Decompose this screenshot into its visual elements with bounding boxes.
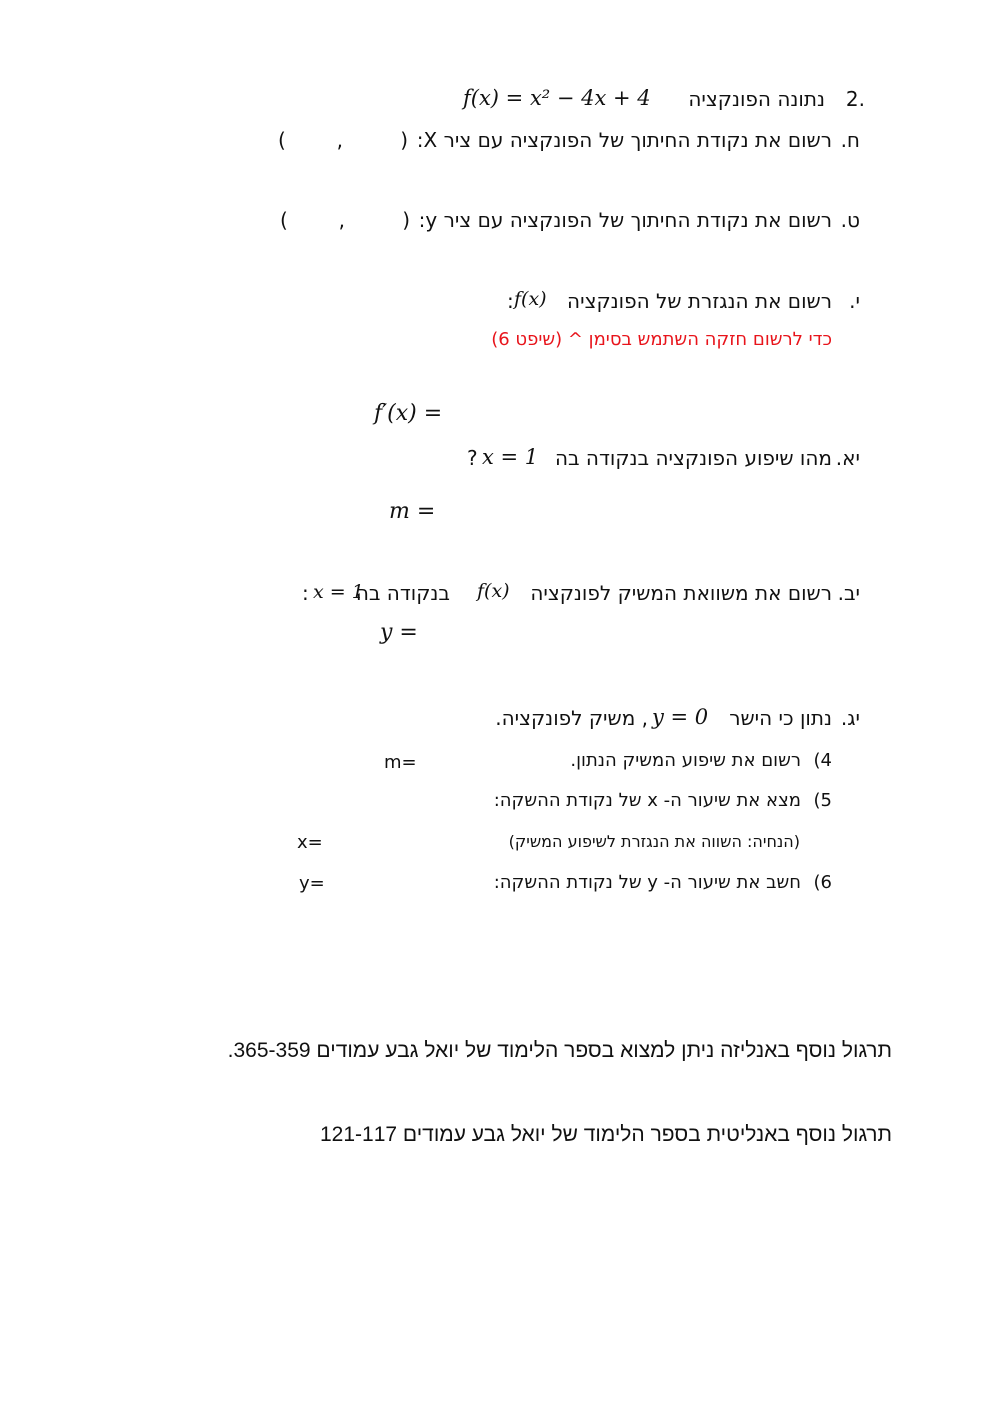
sub-5-answer[interactable]: x=: [297, 832, 323, 853]
part-yb-letter: יב.: [837, 581, 860, 605]
part-y-letter: י.: [849, 289, 860, 313]
derivative-answer-label[interactable]: f′(x) =: [374, 401, 443, 426]
part-h-answer-blank[interactable]: ( , ): [278, 128, 409, 152]
part-t-text: רשום את נקודת החיתוך של הפונקציה עם ציר y:: [418, 208, 832, 232]
part-ya-letter: יא.: [835, 446, 860, 470]
question-intro: נתונה הפונקציה: [688, 87, 825, 111]
part-yg-text-before: נתון כי הישר: [729, 706, 832, 730]
part-y-text: רשום את הנגזרת של הפונקציה: [567, 289, 832, 313]
power-symbol-note: כדי לרשום חזקה השתמש בסימן ^ (שיפט 6): [491, 329, 832, 350]
part-ya-qmark: ?: [467, 446, 478, 470]
part-yb-text-after: בנקודה בה: [355, 581, 450, 605]
footer-analytic-reference: תרגול נוסף באנליטית בספר הלימוד של יואל גבע עמודים 121-117: [319, 1123, 892, 1146]
footer-analysis-reference: תרגול נוסף באנליזה ניתן למצוא בספר הלימוד של יואל גבע עמודים 365-359.: [227, 1039, 892, 1062]
part-yb-point: x = 1: [313, 581, 364, 603]
sub-4-text: רשום את שיפוע המשיק הנתון.: [570, 750, 801, 771]
part-yg-line: y = 0: [652, 705, 709, 729]
part-yg-letter: יג.: [840, 706, 860, 730]
part-yg-text-after: , משיק לפונקציה.: [495, 706, 648, 730]
sub-6-num: 6): [813, 872, 832, 893]
sub-4-answer[interactable]: m=: [384, 752, 417, 773]
part-ya-text: מהו שיפוע הפונקציה בנקודה בה: [554, 446, 832, 470]
question-number: .2: [845, 87, 865, 111]
part-yb-text-before: רשום את משוואת המשיק לפונקציה: [530, 581, 832, 605]
part-ya-point: x = 1: [482, 445, 539, 469]
part-h-text: רשום את נקודת החיתוך של הפונקציה עם ציר X:: [416, 128, 832, 152]
part-t-letter: ט.: [840, 208, 860, 232]
sub-6-answer[interactable]: y=: [299, 873, 325, 894]
part-t-answer-blank[interactable]: ( , ): [280, 208, 411, 232]
function-expression: f(x) = x² − 4x + 4: [463, 86, 651, 110]
sub-5-hint: (הנחיה: השווה את הנגזרת לשיפוע המשיק): [508, 832, 800, 851]
part-y-func: f(x): [514, 288, 547, 310]
tangent-answer-label[interactable]: y =: [380, 620, 418, 645]
sub-4-num: 4): [813, 750, 832, 771]
part-h-letter: ח.: [840, 128, 860, 152]
sub-6-text: חשב את שיעור ה- y של נקודת ההשקה:: [493, 872, 801, 893]
part-yb-colon: :: [302, 581, 309, 605]
part-y-colon: :: [507, 289, 514, 313]
part-yb-func: f(x): [477, 580, 510, 602]
sub-5-num: 5): [813, 790, 832, 811]
sub-5-text: מצא את שיעור ה- x של נקודת ההשקה:: [493, 790, 801, 811]
slope-answer-label[interactable]: m =: [389, 499, 436, 524]
